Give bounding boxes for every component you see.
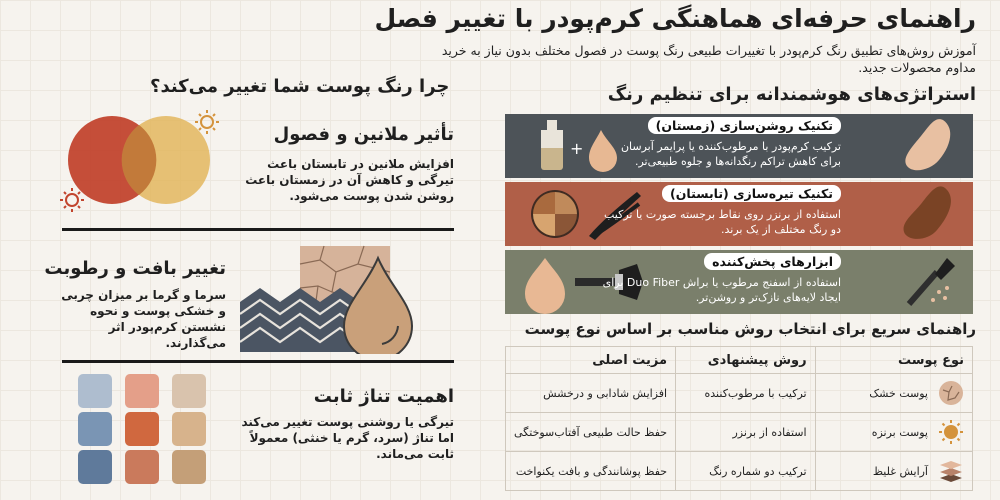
column-header-benefit: مزیت اصلی bbox=[506, 347, 676, 374]
palette-swatch bbox=[78, 412, 112, 446]
column-header-type: نوع پوست bbox=[815, 347, 972, 374]
layers-icon bbox=[938, 458, 964, 484]
quick-guide-heading: راهنمای سریع برای انتخاب روش مناسب بر اساس نوع پوست bbox=[524, 320, 976, 338]
strategy-card-summer bbox=[505, 182, 973, 246]
section-body-texture: سرما و گرما بر میزان چربی و خشکی پوست و نحوه نشستن کرم‌پودر اثر می‌گذارند. bbox=[61, 288, 226, 350]
skin-type-label: پوست برنزه bbox=[871, 425, 928, 439]
palette-swatch bbox=[125, 450, 159, 484]
table-cell-benefit: افزایش شادابی و درخشش bbox=[506, 374, 676, 413]
melanin-circles-illustration bbox=[52, 108, 232, 218]
page-title: راهنمای حرفه‌ای هماهنگی کرم‌پودر با تغییر فصل bbox=[374, 4, 976, 33]
palette-swatch bbox=[78, 450, 112, 484]
strategy-card-description: استفاده از اسفنج مرطوب یا براش Duo Fiber برای ایجاد لایه‌های نازک‌تر و روشن‌تر. bbox=[602, 276, 841, 304]
sun-small-icon bbox=[195, 110, 219, 134]
table-cell-benefit: حفظ حالت طبیعی آفتاب‌سوختگی bbox=[506, 413, 676, 452]
section-title-texture: تغییر بافت و رطوبت bbox=[44, 258, 226, 279]
section-body-melanin: افزایش ملانین در تابستان باعث تیرگی و کاهش آن در زمستان باعث روشن شدن پوست می‌شود. bbox=[245, 157, 454, 203]
why-heading: چرا رنگ پوست شما تغییر می‌کند؟ bbox=[150, 76, 450, 97]
quick-guide-table bbox=[505, 346, 973, 491]
strategy-card-winter bbox=[505, 114, 973, 178]
table-row bbox=[506, 413, 973, 452]
table-cell-type bbox=[815, 374, 972, 413]
strategies-heading: استراتژی‌های هوشمندانه برای تنظیم رنگ bbox=[607, 84, 976, 105]
table-cell-method: ترکیب دو شماره رنگ bbox=[676, 452, 816, 491]
table-header-row bbox=[506, 347, 973, 374]
section-title-undertone: اهمیت تناژ ثابت bbox=[313, 386, 454, 407]
svg-text:+: + bbox=[570, 139, 584, 158]
strategy-card-title: ابزارهای پخش‌کننده bbox=[704, 253, 841, 270]
table-cell-method: استفاده از برنزر bbox=[676, 413, 816, 452]
strategy-card-title: تکنیک تیره‌سازی (تابستان) bbox=[662, 185, 841, 202]
table-cell-method: ترکیب با مرطوب‌کننده bbox=[676, 374, 816, 413]
page-subtitle: آموزش روش‌های تطبیق رنگ کرم‌پودر با تغییرات طبیعی رنگ پوست در فصول مختلف بدون نیاز به خرید مداوم محصولات جدید. bbox=[441, 43, 976, 75]
table-cell-benefit: حفظ پوشانندگی و بافت یکنواخت bbox=[506, 452, 676, 491]
section-body-undertone: تیرگی یا روشنی پوست تغییر می‌کند اما تناژ (سرد، گرم یا خنثی) معمولاً ثابت می‌ماند. bbox=[241, 415, 454, 461]
column-header-method: روش پیشنهادی bbox=[676, 347, 816, 374]
table-cell-type bbox=[815, 413, 972, 452]
undertone-palette bbox=[78, 374, 208, 486]
bronzer-smear-swatch bbox=[899, 184, 959, 244]
brush-swatch bbox=[899, 252, 959, 312]
skin-type-label: آرایش غلیظ bbox=[872, 464, 928, 478]
section-title-melanin: تأثیر ملانین و فصول bbox=[273, 124, 454, 145]
palette-swatch bbox=[78, 374, 112, 408]
palette-swatch bbox=[172, 374, 206, 408]
strategy-card-title: تکنیک روشن‌سازی (زمستان) bbox=[648, 117, 841, 134]
strategy-card-description: ترکیب کرم‌پودر با مرطوب‌کننده یا پرایمر آبرسان برای کاهش تراکم رنگدانه‌ها و جلوه طبیعی‌تر. bbox=[620, 140, 841, 168]
table-cell-type bbox=[815, 452, 972, 491]
sun-icon bbox=[938, 419, 964, 445]
texture-moisture-illustration bbox=[240, 242, 420, 354]
strategy-card-tools bbox=[505, 250, 973, 314]
table-row bbox=[506, 374, 973, 413]
dry-skin-icon bbox=[938, 380, 964, 406]
palette-swatch bbox=[125, 412, 159, 446]
section-divider bbox=[62, 360, 454, 363]
skin-type-label: پوست خشک bbox=[869, 386, 928, 400]
section-divider bbox=[62, 228, 454, 231]
palette-swatch bbox=[172, 412, 206, 446]
palette-swatch bbox=[125, 374, 159, 408]
foundation-smear-swatch bbox=[899, 116, 959, 176]
strategy-card-description: استفاده از برنزر روی نقاط برجسته صورت یا ترکیب دو رنگ مختلف از یک برند. bbox=[603, 208, 841, 236]
palette-swatch bbox=[172, 450, 206, 484]
table-row bbox=[506, 452, 973, 491]
